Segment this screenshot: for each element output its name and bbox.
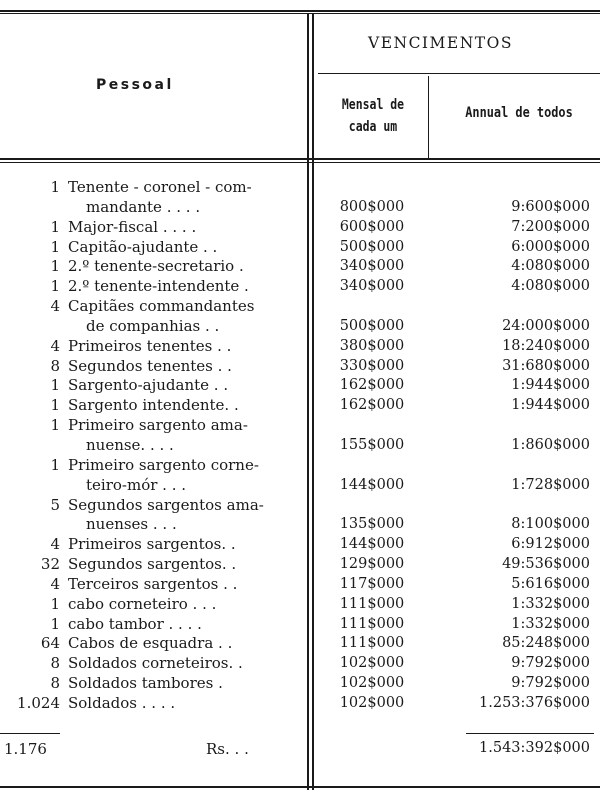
row-annual: 9:792$000	[511, 675, 590, 692]
row-quantity: 1	[50, 416, 60, 435]
row-quantity: 1.024	[17, 693, 60, 712]
row-annual: 1:728$000	[511, 476, 590, 493]
row-annual: 5:616$000	[511, 575, 590, 592]
table-row	[0, 277, 600, 297]
row-description: Sargento intendente. .	[68, 396, 239, 415]
row-annual: 1:944$000	[511, 397, 590, 414]
table-row	[0, 337, 600, 357]
row-quantity: 1	[50, 217, 60, 236]
row-mensal: 129$000	[339, 556, 405, 573]
row-description: de companhias . .	[86, 316, 220, 335]
row-description: Major-fiscal . . . .	[68, 217, 197, 236]
row-quantity: 8	[50, 356, 60, 375]
annual-heading: Annual de todos	[465, 105, 573, 121]
row-description: Sargento-ajudante . .	[68, 376, 229, 395]
table-row	[0, 555, 600, 575]
row-description: Segundos sargentos. .	[68, 555, 237, 574]
row-annual: 4:080$000	[511, 258, 590, 275]
row-quantity: 1	[50, 277, 60, 296]
row-annual: 1:332$000	[511, 615, 590, 632]
total-annual: 1.543:392$000	[479, 740, 590, 756]
table-row	[0, 694, 600, 714]
row-description: Primeiros sargentos. .	[68, 535, 236, 554]
vencimentos-rule	[318, 73, 600, 74]
row-description: Terceiros sargentos . .	[68, 574, 238, 593]
row-description: Primeiros tenentes . .	[68, 336, 232, 355]
row-quantity: 4	[50, 336, 60, 355]
row-description: nuense. . . .	[86, 435, 174, 454]
row-annual: 31:680$000	[502, 357, 590, 374]
row-mensal: 155$000	[339, 436, 405, 453]
row-mensal: 111$000	[339, 595, 405, 612]
row-quantity: 1	[50, 396, 60, 415]
row-quantity: 1	[50, 257, 60, 276]
row-description: Primeiro sargento ama-	[68, 416, 248, 435]
row-quantity: 1	[50, 237, 60, 256]
row-description: Cabos de esquadra . .	[68, 634, 233, 653]
row-mensal: 340$000	[339, 258, 405, 275]
row-mensal: 800$000	[339, 198, 405, 215]
row-annual: 8:100$000	[511, 516, 590, 533]
table-row	[0, 218, 600, 238]
header-bottom-rule	[0, 158, 600, 160]
table-row	[0, 515, 600, 535]
row-mensal: 500$000	[339, 317, 405, 334]
row-mensal: 117$000	[339, 575, 405, 592]
row-description: Segundos sargentos ama-	[68, 495, 264, 514]
row-mensal: 380$000	[339, 337, 405, 354]
table-row	[0, 317, 600, 337]
row-mensal: 162$000	[339, 397, 405, 414]
row-annual: 1:860$000	[511, 436, 590, 453]
table-row	[0, 615, 600, 635]
row-description: mandante . . . .	[86, 197, 201, 216]
row-mensal: 162$000	[339, 377, 405, 394]
row-quantity: 1	[50, 376, 60, 395]
table-row	[0, 396, 600, 416]
row-description: cabo corneteiro . . .	[68, 594, 217, 613]
top-rule-inner	[0, 13, 600, 14]
table-row	[0, 456, 600, 476]
annual-sum-rule	[466, 733, 594, 734]
table-row	[0, 654, 600, 674]
row-quantity: 8	[50, 654, 60, 673]
mensal-heading-line2: cada um	[348, 119, 398, 135]
mensal-heading	[328, 94, 418, 138]
table-row	[0, 575, 600, 595]
row-description: nuenses . . .	[86, 515, 177, 534]
row-annual: 1:944$000	[511, 377, 590, 394]
total-quantity: 1.176	[4, 740, 47, 758]
row-quantity: 4	[50, 297, 60, 316]
row-mensal: 340$000	[339, 278, 405, 295]
row-annual: 7:200$000	[511, 218, 590, 235]
row-quantity: 1	[50, 614, 60, 633]
table-row	[0, 416, 600, 436]
row-mensal: 111$000	[339, 615, 405, 632]
row-description: 2.º tenente-intendente .	[68, 277, 249, 296]
row-mensal: 135$000	[339, 516, 405, 533]
table-row	[0, 436, 600, 456]
row-annual: 85:248$000	[502, 635, 590, 652]
row-description: Soldados . . . .	[68, 693, 176, 712]
table-row	[0, 257, 600, 277]
row-annual: 1.253:376$000	[479, 694, 590, 711]
row-mensal: 102$000	[339, 675, 405, 692]
row-quantity: 64	[40, 634, 60, 653]
row-description: cabo tambor . . . .	[68, 614, 202, 633]
table-row	[0, 674, 600, 694]
row-description: Segundos tenentes . .	[68, 356, 232, 375]
row-quantity: 8	[50, 674, 60, 693]
table-row	[0, 595, 600, 615]
row-annual: 9:792$000	[511, 655, 590, 672]
top-rule	[0, 10, 600, 12]
row-quantity: 4	[50, 574, 60, 593]
row-annual: 49:536$000	[502, 556, 590, 573]
row-mensal: 500$000	[339, 238, 405, 255]
table-row	[0, 634, 600, 654]
row-annual: 24:000$000	[502, 317, 590, 334]
row-description: 2.º tenente-secretario .	[68, 257, 244, 276]
table-row	[0, 376, 600, 396]
row-mensal: 330$000	[339, 357, 405, 374]
pessoal-heading: Pessoal	[96, 77, 174, 93]
table-row	[0, 476, 600, 496]
table-row	[0, 178, 600, 198]
column-divider-right	[428, 76, 429, 159]
row-annual: 6:912$000	[511, 536, 590, 553]
row-description: Soldados tambores .	[68, 674, 223, 693]
row-mensal: 102$000	[339, 694, 405, 711]
row-quantity: 5	[50, 495, 60, 514]
row-annual: 1:332$000	[511, 595, 590, 612]
row-description: Soldados corneteiros. .	[68, 654, 243, 673]
row-annual: 9:600$000	[511, 198, 590, 215]
row-quantity: 4	[50, 535, 60, 554]
header-bottom-rule-inner	[0, 162, 600, 163]
row-annual: 6:000$000	[511, 238, 590, 255]
table-row	[0, 238, 600, 258]
row-quantity: 1	[50, 594, 60, 613]
row-mensal: 144$000	[339, 476, 405, 493]
table-row	[0, 198, 600, 218]
row-description: Tenente - coronel - com-	[68, 178, 252, 196]
table-row	[0, 297, 600, 317]
row-description: Capitão-ajudante . .	[68, 237, 218, 256]
personnel-table-body	[0, 178, 600, 714]
table-row	[0, 357, 600, 377]
row-annual: 18:240$000	[502, 337, 590, 354]
row-mensal: 144$000	[339, 536, 405, 553]
row-mensal: 600$000	[339, 218, 405, 235]
table-row	[0, 535, 600, 555]
qty-sum-rule	[0, 733, 60, 734]
row-description: teiro-mór . . .	[86, 475, 187, 494]
row-quantity: 32	[40, 555, 60, 574]
row-quantity: 1	[50, 455, 60, 474]
table-row	[0, 496, 600, 516]
bottom-rule	[0, 786, 600, 788]
row-description: Capitães commandantes	[68, 297, 255, 316]
mensal-heading-line1: Mensal de	[341, 97, 405, 113]
row-annual: 4:080$000	[511, 278, 590, 295]
row-quantity: 1	[50, 178, 60, 196]
row-mensal: 111$000	[339, 635, 405, 652]
total-rs-label: Rs. . .	[206, 740, 249, 758]
row-mensal: 102$000	[339, 655, 405, 672]
vencimentos-heading: VENCIMENTOS	[368, 34, 513, 52]
row-description: Primeiro sargento corne-	[68, 455, 259, 474]
